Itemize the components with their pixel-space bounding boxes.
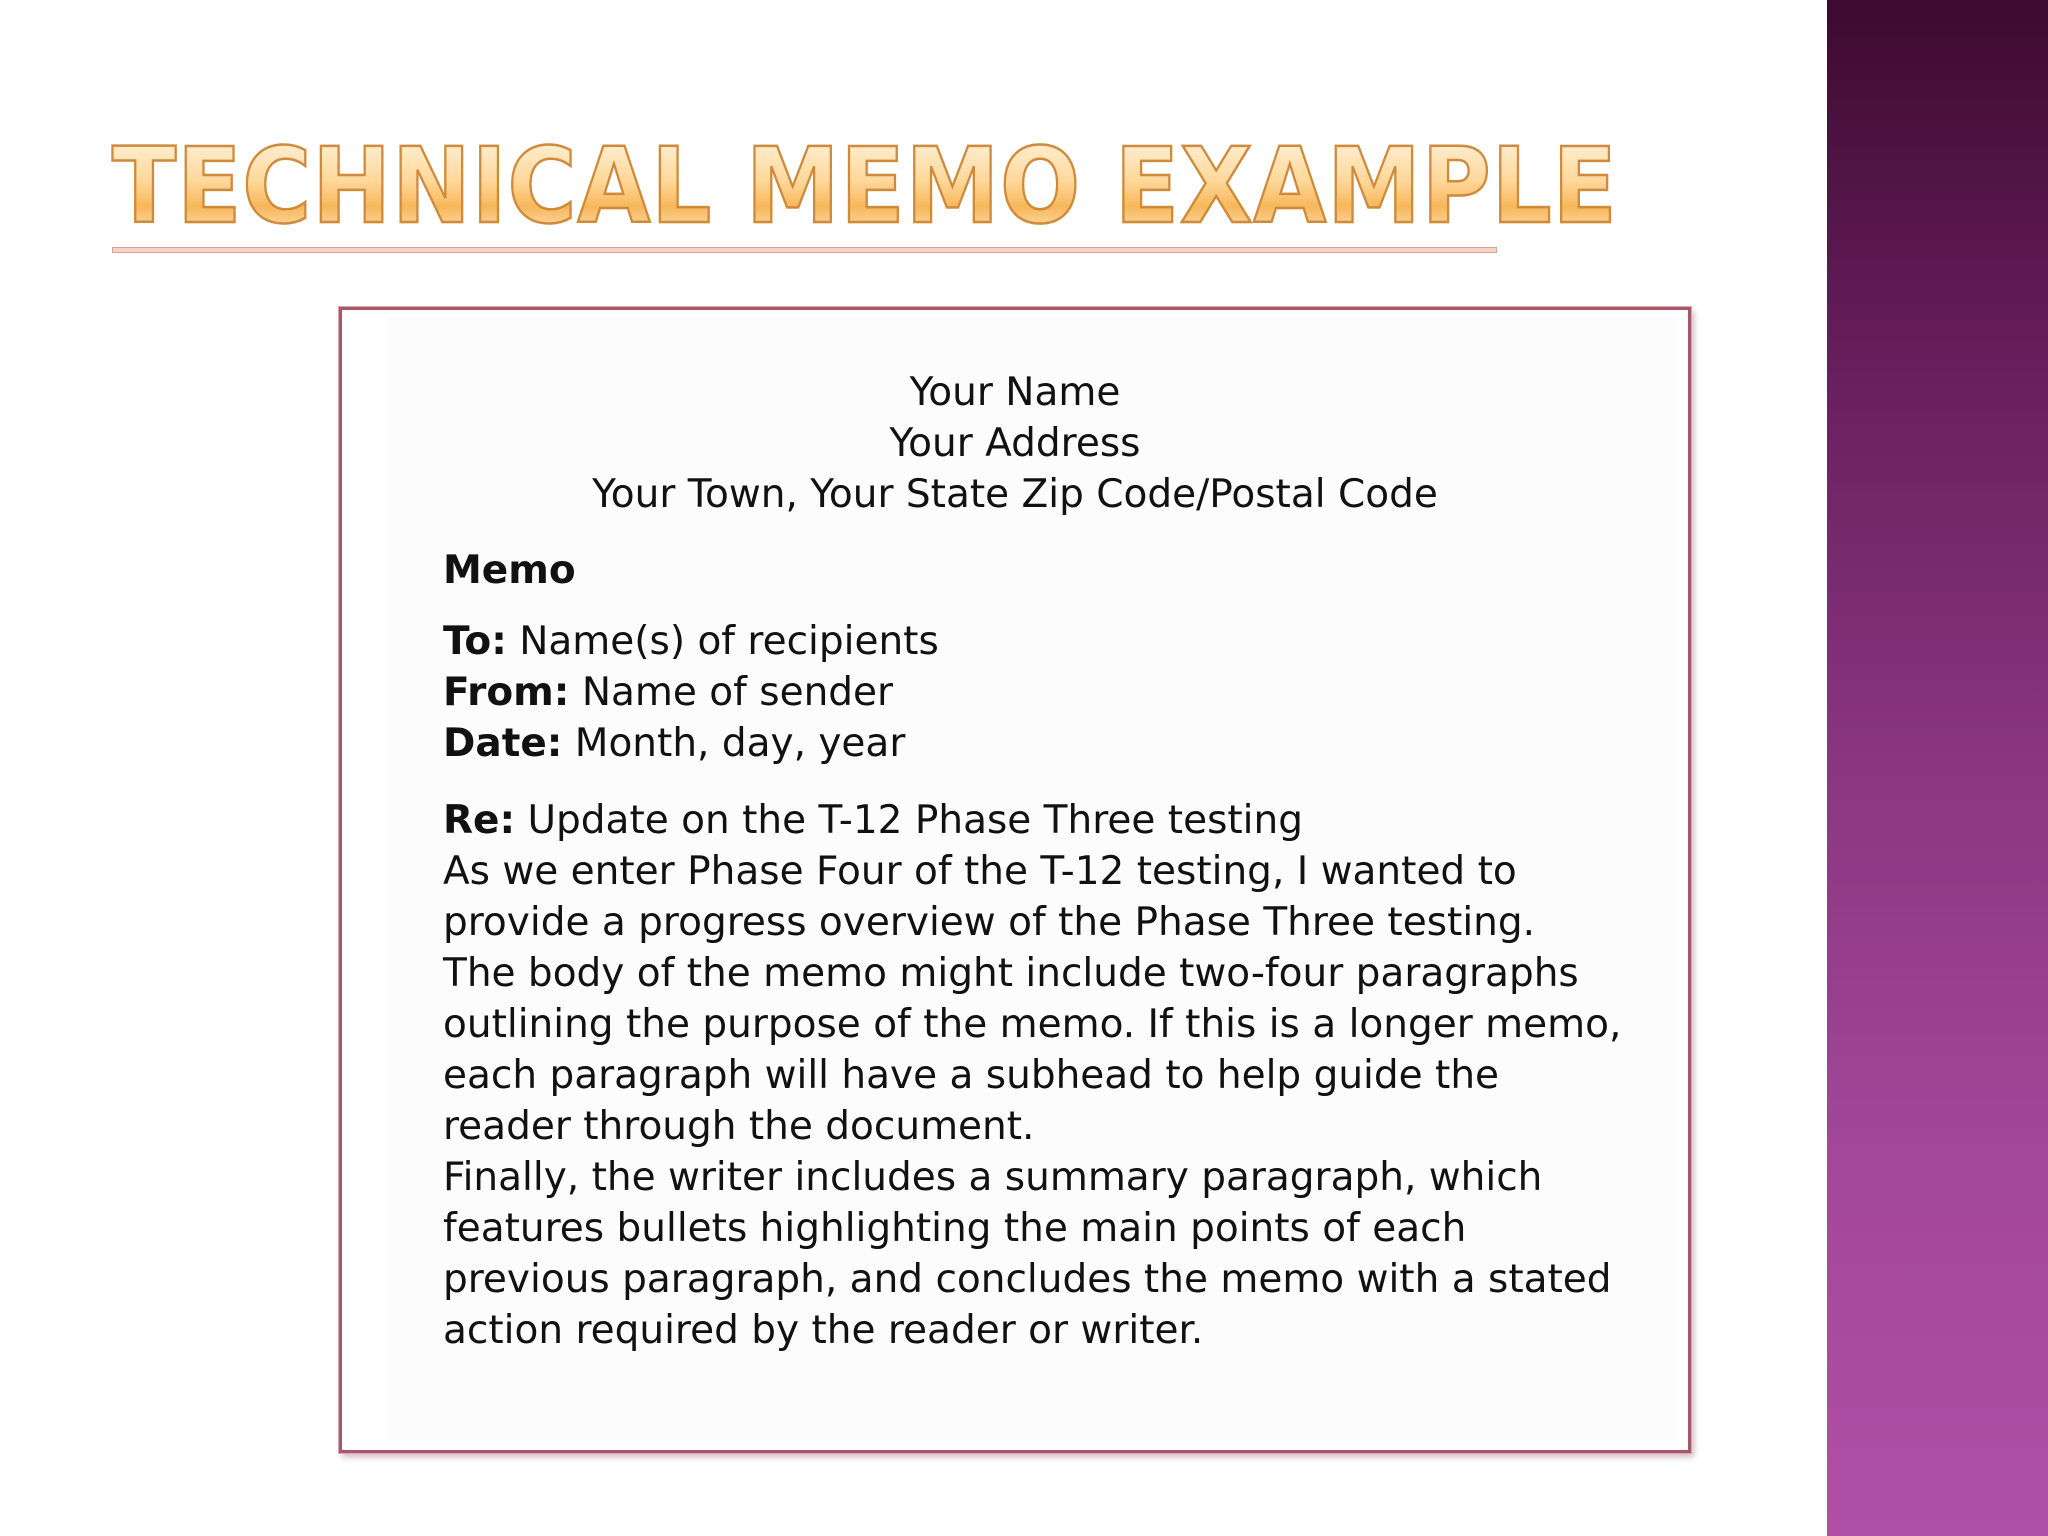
body-line: provide a progress overview of the Phase Three testing. (443, 900, 1536, 945)
body-line: action required by the reader or writer. (443, 1308, 1204, 1353)
body-line: each paragraph will have a subhead to help guide the (443, 1053, 1500, 1098)
date-label: Date: (443, 721, 563, 766)
body-line: reader through the document. (443, 1104, 1035, 1149)
body-line: Finally, the writer includes a summary paragraph, which (443, 1155, 1543, 1200)
from-line (443, 667, 893, 718)
body-line: features bullets highlighting the main points of each (443, 1206, 1467, 1251)
memo-letterhead (339, 367, 1691, 520)
title-underline (112, 247, 1497, 253)
body-line: As we enter Phase Four of the T-12 testing, I wanted to (443, 849, 1517, 894)
slide-title: TECHNICAL MEMO EXAMPLE (112, 125, 1618, 247)
to-label: To: (443, 619, 507, 664)
date-value: Month, day, year (574, 721, 906, 766)
to-line (443, 616, 939, 667)
re-line (443, 795, 1303, 846)
to-value: Name(s) of recipients (519, 619, 939, 664)
from-label: From: (443, 670, 570, 715)
side-gradient-band (1827, 0, 2048, 1536)
re-value: Update on the T-12 Phase Three testing (527, 798, 1303, 843)
body-line: The body of the memo might include two-four paragraphs (443, 951, 1579, 996)
re-label: Re: (443, 798, 516, 843)
from-value: Name of sender (581, 670, 894, 715)
sender-name: Your Name (909, 370, 1121, 415)
date-line (443, 718, 905, 769)
sender-address: Your Address (889, 421, 1141, 466)
body-line: outlining the purpose of the memo. If this is a longer memo, (443, 1002, 1622, 1047)
memo-heading: Memo (443, 548, 576, 593)
body-line: previous paragraph, and concludes the memo with a stated (443, 1257, 1612, 1302)
sender-town: Your Town, Your State Zip Code/Postal Code (592, 472, 1438, 517)
